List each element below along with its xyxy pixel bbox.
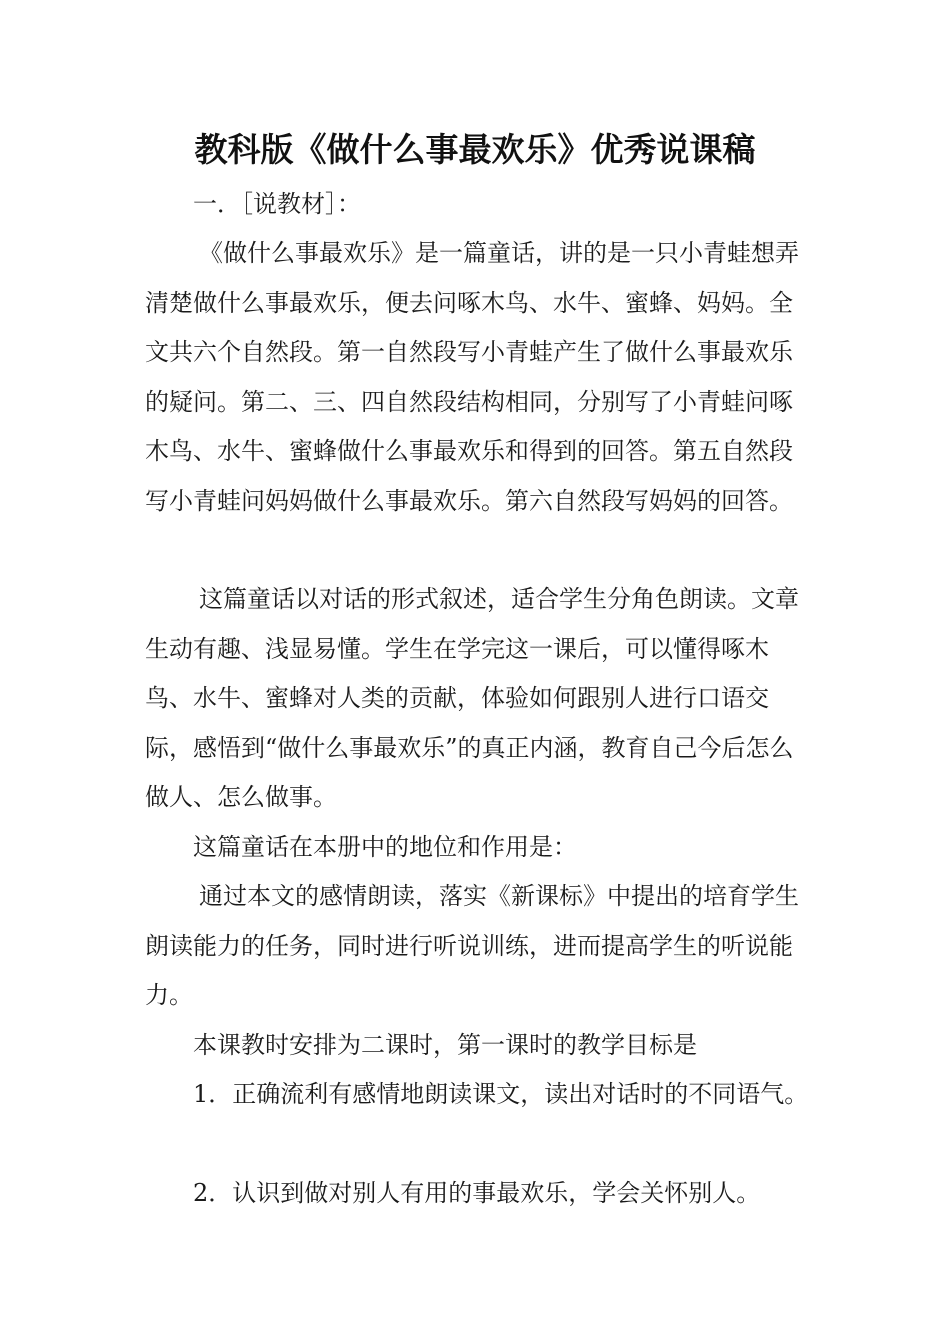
- body-line-group-7: [145, 1070, 809, 1120]
- body-line-group-5: [145, 872, 809, 1021]
- paragraph-2: 这篇童话以对话的形式叙述，适合学生分角色朗读。文章生动有趣、浅显易懂。学生在学完这一课后，可以懂得啄木鸟、水牛、蜜蜂对人类的贡献，体验如何跟别人进行口语交际，感悟到“做什么事最欢乐”的真正内涵，教育自己今后怎么做人、怎么做事。: [145, 585, 799, 811]
- paragraph-5: 本课教时安排为二课时，第一课时的教学目标是: [193, 1031, 697, 1059]
- paragraph-3: 这篇童话在本册中的地位和作用是：: [193, 833, 577, 861]
- paragraph-7: 2．认识到做对别人有用的事最欢乐，学会关怀别人。: [193, 1179, 761, 1207]
- paragraph-4: 通过本文的感情朗读，落实《新课标》中提出的培育学生朗读能力的任务，同时进行听说训练，进而提高学生的听说能力。: [145, 882, 799, 1009]
- section-heading: 一．［说教材］：: [193, 190, 361, 218]
- paragraph-6: 1．正确流利有感情地朗读课文，读出对话时的不同语气。: [193, 1080, 809, 1108]
- body-line-group-2: [145, 229, 809, 526]
- body-line-group-8: [145, 1169, 809, 1219]
- paragraph-1: 《做什么事最欢乐》是一篇童话，讲的是一只小青蛙想弄清楚做什么事最欢乐，便去问啄木鸟、水牛、蜜蜂、妈妈。全文共六个自然段。第一自然段写小青蛙产生了做什么事最欢乐的疑问。第二、三、四自然段结构相同，分别写了小青蛙问啄木鸟、水牛、蜜蜂做什么事最欢乐和得到的回答。第五自然段写小青蛙问妈妈做什么事最欢乐。第六自然段写妈妈的回答。: [145, 239, 799, 515]
- body-line-group-4: [145, 823, 809, 873]
- document-title: 教科版《做什么事最欢乐》优秀说课稿: [194, 130, 756, 169]
- body-line-group-3: [145, 575, 809, 823]
- body-line-group-6: [145, 1021, 809, 1071]
- body-line-group-1: [145, 180, 809, 230]
